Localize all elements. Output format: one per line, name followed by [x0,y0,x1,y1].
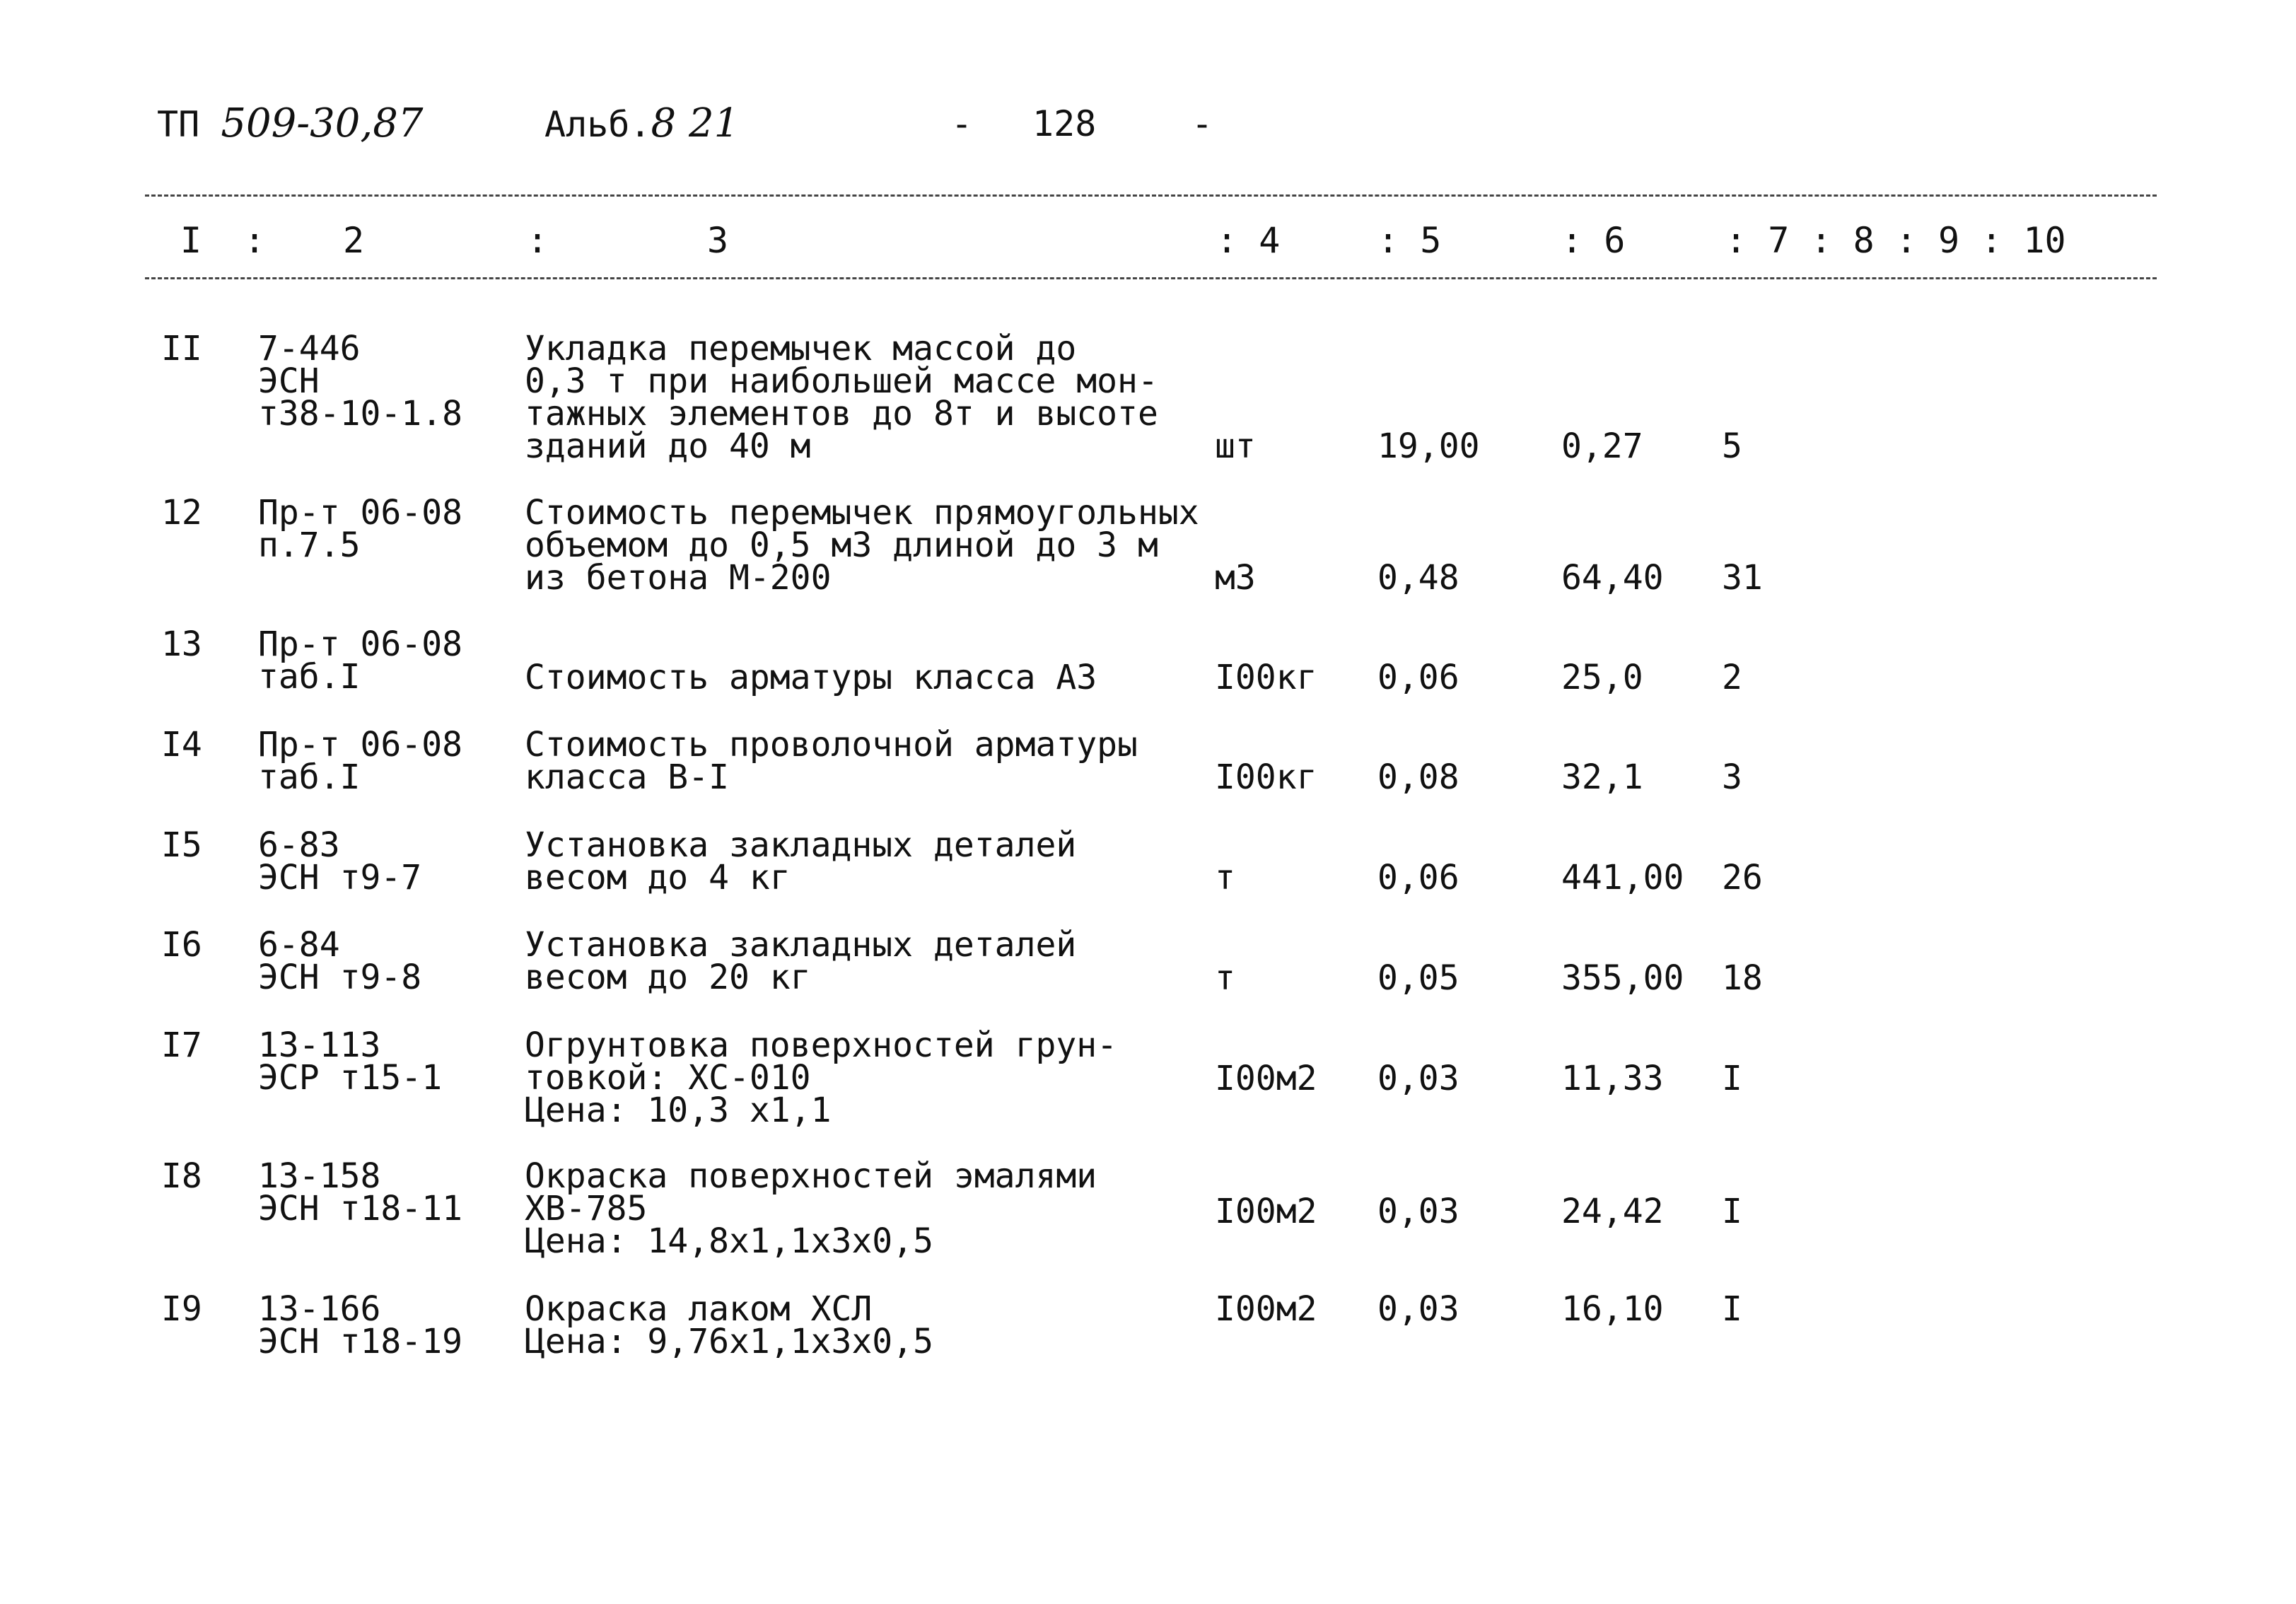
document-code-handwritten: 509-30,87 [221,100,424,146]
row-number: I8 [161,1156,202,1196]
row-unit: т [1215,958,1235,998]
row-number: I5 [161,825,202,865]
row-unit-price: 16,10 [1561,1289,1664,1329]
col-header-sep-2: : [527,220,549,261]
row-number: 12 [161,493,202,533]
page-dash-left: - [951,103,973,144]
row-unit: I00м2 [1215,1059,1317,1098]
row-number: II [161,329,202,368]
row-total: I [1722,1059,1742,1098]
row-quantity: 0,06 [1377,658,1459,697]
row-description: Установка закладных деталей весом до 4 кг [525,825,1077,897]
row-unit: I00м2 [1215,1192,1317,1231]
col-header-1: I [180,220,202,261]
row-code: 13-166 ЭСН т18-19 [258,1289,462,1361]
row-unit: м3 [1215,558,1256,598]
row-total: I [1722,1289,1742,1329]
row-quantity: 0,08 [1377,757,1459,797]
row-unit-price: 24,42 [1561,1192,1664,1231]
row-unit: I00м2 [1215,1289,1317,1329]
row-number: I9 [161,1289,202,1329]
col-header-sep-1: : [244,220,266,261]
row-total: 18 [1722,958,1763,998]
row-quantity: 0,06 [1377,858,1459,897]
row-unit: I00кг [1215,658,1317,697]
row-quantity: 0,05 [1377,958,1459,998]
page-dash-right: - [1191,103,1213,144]
col-header-5: : 5 [1377,220,1442,261]
row-code: 6-83 ЭСН т9-7 [258,825,422,897]
col-header-3: 3 [707,220,729,261]
row-total: 31 [1722,558,1763,598]
row-unit-price: 0,27 [1561,426,1643,466]
header-bottom-rule [145,277,2157,279]
row-description: Окраска поверхностей эмалями ХВ-785 Цена: 14,8х1,1х3х0,5 [525,1156,1097,1261]
album-prefix: Альб. [544,104,651,145]
row-number: 13 [161,624,202,664]
row-unit-price: 355,00 [1561,958,1684,998]
row-quantity: 0,48 [1377,558,1459,598]
row-code: 6-84 ЭСН т9-8 [258,925,422,997]
row-description: Огрунтовка поверхностей грун- товкой: ХС-010 Цена: 10,3 х1,1 [525,1025,1118,1130]
row-number: I6 [161,925,202,965]
row-code: 13-158 ЭСН т18-11 [258,1156,462,1228]
document-code [157,100,424,146]
row-description: Стоимость проволочной арматуры класса В-I [525,725,1138,797]
row-code: Пр-т 06-08 таб.I [258,725,462,797]
document-code-prefix: ТП [157,104,200,145]
album-handwritten: 8 21 [651,100,740,146]
row-description: Укладка перемычек массой до 0,3 т при наибольшей массе мон- тажных элементов до 8т и высоте зданий до 40 м [525,329,1158,466]
row-quantity: 0,03 [1377,1059,1459,1098]
row-description: Окраска лаком ХСЛ Цена: 9,76х1,1х3х0,5 [525,1289,933,1361]
row-unit-price: 441,00 [1561,858,1684,897]
album-number [544,100,740,146]
row-quantity: 0,03 [1377,1289,1459,1329]
row-total: 2 [1722,658,1742,697]
row-code: Пр-т 06-08 таб.I [258,624,462,697]
row-total: 26 [1722,858,1763,897]
row-unit-price: 25,0 [1561,658,1643,697]
row-number: I7 [161,1025,202,1065]
row-quantity: 19,00 [1377,426,1480,466]
row-total: 5 [1722,426,1742,466]
col-header-4: : 4 [1216,220,1281,261]
header-top-rule [145,194,2157,197]
page-number: 128 [1032,103,1097,144]
row-unit: шт [1215,426,1256,466]
row-total: 3 [1722,757,1742,797]
col-header-6: : 6 [1561,220,1626,261]
row-code: 13-113 ЭСР т15-1 [258,1025,443,1098]
row-unit-price: 32,1 [1561,757,1643,797]
row-description: Стоимость перемычек прямоугольных объемом до 0,5 м3 длиной до 3 м из бетона М-200 [525,493,1199,598]
row-number: I4 [161,725,202,765]
row-code: Пр-т 06-08 п.7.5 [258,493,462,565]
row-total: I [1722,1192,1742,1231]
row-description: Установка закладных деталей весом до 20 кг [525,925,1077,997]
row-code: 7-446 ЭСН т38-10-1.8 [258,329,462,434]
row-quantity: 0,03 [1377,1192,1459,1231]
row-unit-price: 64,40 [1561,558,1664,598]
col-header-2: 2 [343,220,365,261]
col-header-7-10: : 7 : 8 : 9 : 10 [1725,220,2066,261]
row-description: Стоимость арматуры класса А3 [525,658,1097,697]
row-unit-price: 11,33 [1561,1059,1664,1098]
row-unit: I00кг [1215,757,1317,797]
row-unit: т [1215,858,1235,897]
